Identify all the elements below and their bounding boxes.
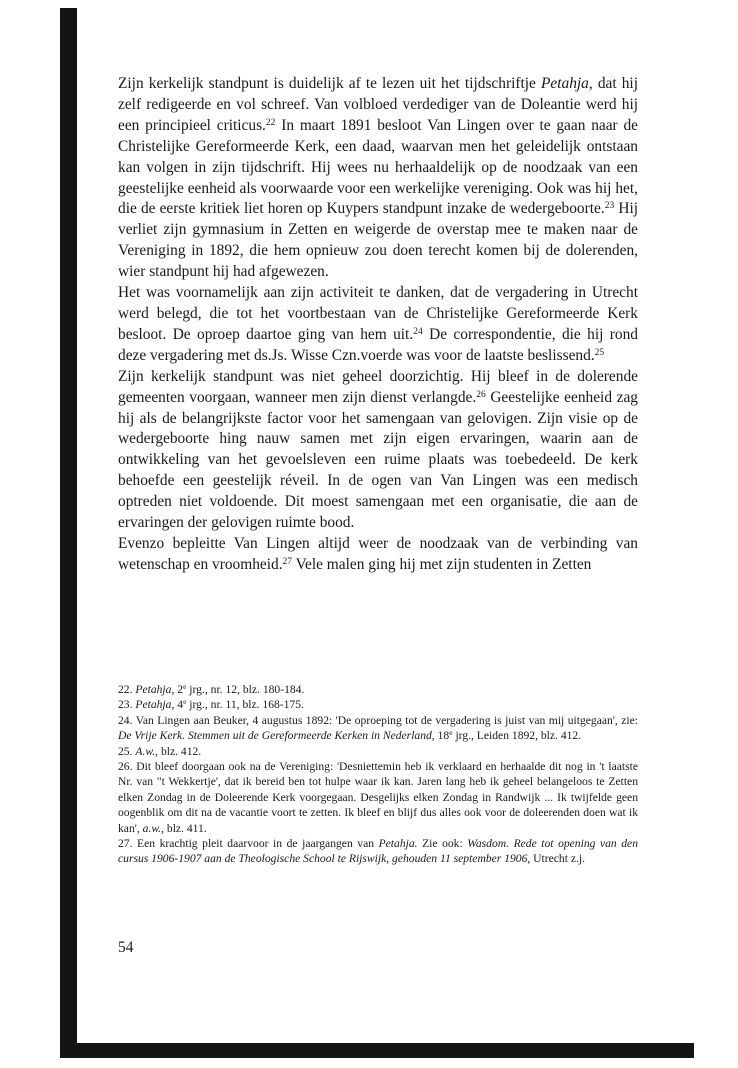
superscript: e: [183, 682, 187, 691]
superscript: e: [449, 728, 453, 738]
text-run: 23.: [118, 698, 136, 712]
footnote: [118, 697, 638, 712]
text-run: 25.: [118, 744, 136, 758]
footnote: [118, 682, 638, 697]
italic-text: a.w.,: [142, 821, 165, 835]
text-run: 26. Dit bleef doorgaan ook na de Vereniging: 'Desniettemin heb ik verklaard en herhaalde dit nog in 't laatste Nr. van "t Wekkertje', dat ik bereid ben tot hulpe waar ik kan. Jaren lang heb ik geheel belangeloos te Zetten elken Zondag in de Doleerende Kerk voorgegaan. Desgelijks elken Zondag in Randwijk ... Ik twijfelde geen oogenblik om dit na de vacantie voort te zetten. Ik bleef en blijf dus alles ook voor de doleerenden doen wat ik kan',: [118, 760, 638, 835]
text-run: Zie ook:: [417, 837, 468, 851]
footnote: [118, 759, 638, 836]
text-run: Evenzo bepleitte Van Lingen altijd weer de noodzaak van de verbinding van wetenschap en vroomheid.: [118, 534, 638, 573]
text-run: Hij verliet zijn gymnasium in Zetten en weigerde de overstap mee te maken naar de Vereniging in 1892, die hem opnieuw zou doen terecht komen bij de dolerenden, wier standpunt hij had afgewezen.: [118, 200, 639, 281]
italic-text: Wasdom. Rede tot opening van den cursus 1906-1907 aan de Theologische School te Rijswijk, gehouden 11 september 1906,: [118, 837, 638, 866]
scan-border-bottom: [60, 1043, 694, 1058]
superscript: e: [183, 697, 187, 707]
main-text: [118, 74, 638, 576]
text-run: blz. 412.: [158, 744, 202, 758]
text-run: 24. Van Lingen aan Beuker, 4 augustus 1892: 'De oproeping tot de vergadering is juist van mij uitgegaan', zie:: [118, 713, 638, 727]
text-run: 2: [174, 683, 184, 696]
text-run: In maart 1891 besloot Van Lingen over te gaan naar de Christelijke Gereformeerde Kerk, een daad, waarvan men het geleidelijk ontstaan kan volgen in zijn tijdschrift. Hij wees nu herhaaldelijk op de noodzaak van een geestelijke eenheid als voorwaarde voor een werkelijke vereniging. Ook was hij het, die de eerste kritiek liet horen op Kuypers standpunt inzake de wedergeboorte.: [118, 116, 638, 218]
paragraph: [118, 74, 638, 283]
text-run: De correspondentie, die hij rond deze vergadering met ds.Js. Wisse Czn.voerde was voor de laatste beslissend.: [118, 325, 638, 364]
superscript: 24: [413, 326, 423, 337]
scan-border-left: [60, 8, 77, 1056]
text-run: Zijn kerkelijk standpunt is duidelijk af te lezen uit het tijdschriftje: [118, 75, 541, 92]
page-number: 54: [118, 939, 134, 956]
text-run: 4: [174, 698, 184, 712]
superscript: 26: [476, 389, 486, 400]
italic-text: De Vrije Kerk. Stemmen uit de Gereformeerde Kerken in Nederland,: [118, 729, 435, 743]
footnote: [118, 744, 638, 759]
superscript: 25: [594, 347, 605, 358]
superscript: 27: [282, 556, 293, 567]
text-run: Vele malen ging hij met zijn studenten in Zetten: [292, 555, 592, 573]
text-run: jrg., nr. 11, blz. 168-175.: [186, 698, 304, 712]
text-run: Zijn kerkelijk standpunt was niet geheel doorzichtig. Hij bleef in de dolerende gemeenten voorgaan, wanneer men zijn dienst verlangde.: [118, 367, 638, 406]
text-run: Geestelijke eenheid zag hij als de belangrijkste factor voor het samengaan van gelovigen. Zijn visie op de wedergeboorte hing nauw samen met zijn eigen ervaringen, waarin aan de ontwikkeling van het gevoelsleven een ruime plaats was toebedeeld. De kerk behoefde een geestelijk réveil. In de ogen van Van Lingen was een medisch optreden niet voldoende. Dit moest samengaan met een organisatie, die aan de ervaringen der gelovigen ruimte bood.: [118, 388, 638, 532]
text-run: Utrecht z.j.: [530, 852, 586, 866]
text-run: Het was voornamelijk aan zijn activiteit te danken, dat de vergadering in Utrecht werd belegd, die tot het voortbestaan van de Christelijke Gereformeerde Kerk besloot. De oproep daartoe ging van hem uit.: [118, 284, 638, 343]
footnote: [118, 713, 638, 744]
text-run: 18: [434, 729, 450, 743]
text-run: 27. Een krachtig pleit daarvoor in de jaargangen van: [118, 837, 379, 851]
italic-text: Petahja: [540, 75, 589, 92]
footnotes: [118, 682, 638, 867]
paragraph: [118, 367, 638, 534]
text-run: jrg., nr. 12, blz. 180-184.: [186, 683, 305, 696]
text-run: , dat hij zelf redigeerde en vol schreef. Van volbloed verdediger van de Doleantie werd hij een principieel criticus.: [118, 75, 638, 134]
text-run: 22.: [118, 683, 136, 696]
text-run: blz. 411.: [164, 821, 207, 835]
italic-text: Petahja,: [135, 698, 175, 712]
paragraph: [118, 534, 638, 576]
paragraph: [118, 283, 638, 367]
superscript: 23: [604, 201, 615, 212]
text-run: jrg., Leiden 1892, blz. 412.: [452, 729, 582, 743]
italic-text: A.w.,: [135, 744, 159, 758]
footnote: [118, 836, 638, 867]
superscript: 22: [265, 117, 276, 128]
italic-text: Petahja.: [378, 837, 418, 851]
italic-text: Petahja,: [135, 683, 175, 696]
